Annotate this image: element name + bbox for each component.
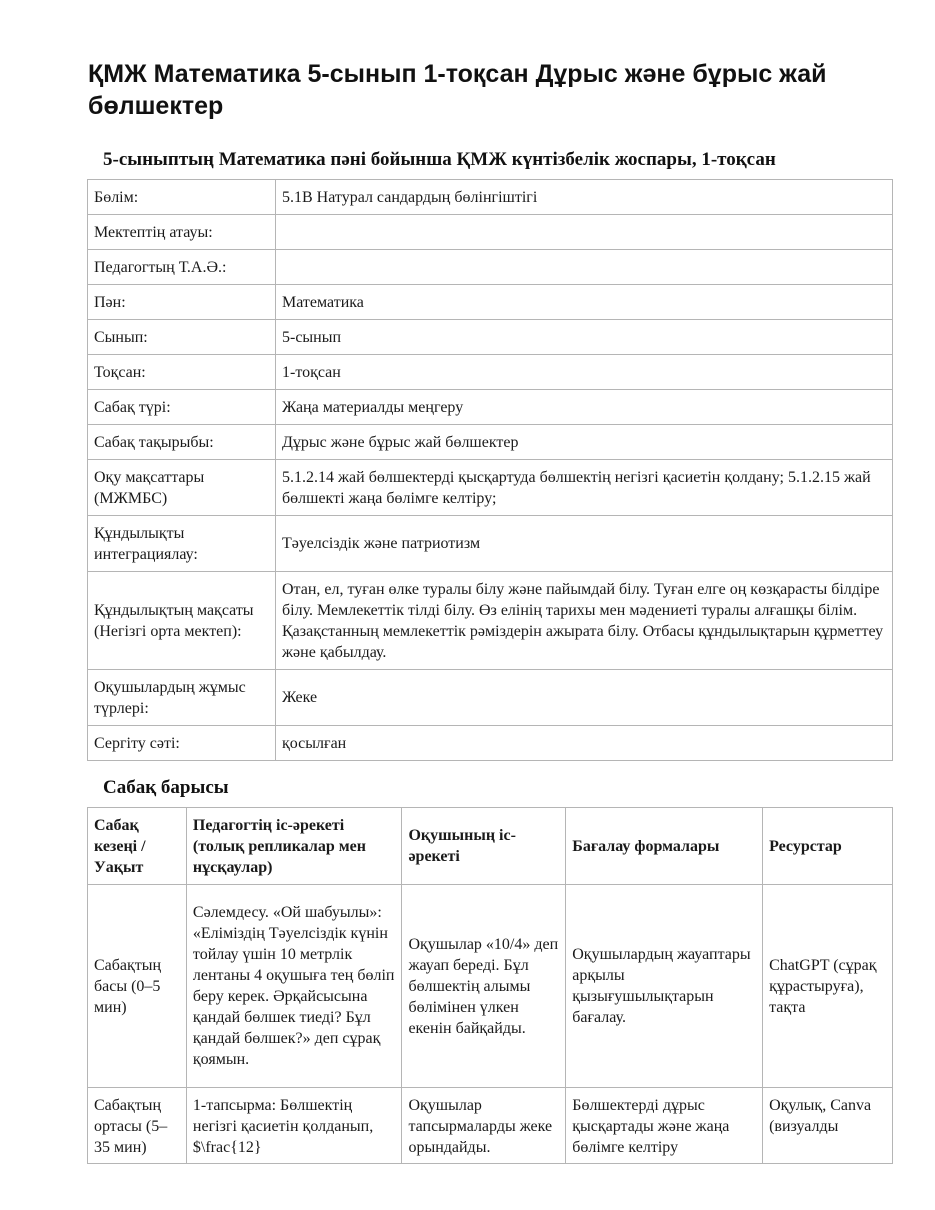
info-value [276, 250, 893, 285]
info-value: қосылған [276, 726, 893, 761]
lesson-table [87, 807, 893, 1164]
info-value: 1-тоқсан [276, 355, 893, 390]
info-value: 5.1В Натурал сандардың бөлінгіштігі [276, 180, 893, 215]
table-cell: Оқушылардың жауаптары арқылы қызығушылықтарын бағалау. [566, 885, 763, 1088]
table-cell: Оқушылар тапсырмаларды жеке орындайды. [402, 1088, 566, 1164]
info-value: 5.1.2.14 жай бөлшектерді қысқартуда бөлшектің негізгі қасиетін қолдану; 5.1.2.15 жай бөлшекті жаңа бөлімге келтіру; [276, 460, 893, 516]
info-value: Дұрыс және бұрыс жай бөлшектер [276, 425, 893, 460]
info-label: Пән: [88, 285, 276, 320]
table-cell: Оқушылар «10/4» деп жауап береді. Бұл бөлшектің алымы бөлімінен үлкен екенін байқайды. [402, 885, 566, 1088]
info-row [88, 460, 893, 516]
info-label: Сабақ түрі: [88, 390, 276, 425]
table-cell: Сәлемдесу. «Ой шабуылы»: «Еліміздің Тәуелсіздік күнін тойлау үшін 10 метрлік лентаны 4 оқушыға тең бөліп беру керек. Әрқайсысына қандай бөлшек тиеді? Бұл қандай бөлшек?» деп сұрақ қоямын. [186, 885, 402, 1088]
info-row [88, 250, 893, 285]
info-value: Тәуелсіздік және патриотизм [276, 516, 893, 572]
table-cell: Бөлшектерді дұрыс қысқартады және жаңа бөлімге келтіру [566, 1088, 763, 1164]
lesson-heading: Сабақ барысы [103, 777, 229, 798]
info-value: Жеке [276, 670, 893, 726]
info-row [88, 726, 893, 761]
info-value: Жаңа материалды меңгеру [276, 390, 893, 425]
info-label: Құндылықтың мақсаты (Негізгі орта мектеп): [88, 572, 276, 670]
column-header: Ресурстар [763, 808, 893, 885]
info-row [88, 355, 893, 390]
info-value [276, 215, 893, 250]
info-value: 5-сынып [276, 320, 893, 355]
info-row [88, 516, 893, 572]
info-label: Құндылықты интеграциялау: [88, 516, 276, 572]
table-cell: Сабақтың басы (0–5 мин) [88, 885, 187, 1088]
info-label: Бөлім: [88, 180, 276, 215]
table-cell: Оқулық, Canva (визуалды [763, 1088, 893, 1164]
info-row [88, 425, 893, 460]
table-cell: Сабақтың ортасы (5–35 мин) [88, 1088, 187, 1164]
info-label: Сергіту сәті: [88, 726, 276, 761]
info-row [88, 320, 893, 355]
info-row [88, 180, 893, 215]
info-label: Сынып: [88, 320, 276, 355]
info-label: Тоқсан: [88, 355, 276, 390]
info-label: Мектептің атауы: [88, 215, 276, 250]
info-row [88, 215, 893, 250]
table-row [88, 885, 893, 1088]
info-label: Оқу мақсаттары (МЖМБС) [88, 460, 276, 516]
column-header: Сабақ кезеңі / Уақыт [88, 808, 187, 885]
table-cell: ChatGPT (сұрақ құрастыруға), тақта [763, 885, 893, 1088]
info-row [88, 572, 893, 670]
column-header: Оқушының іс-әрекеті [402, 808, 566, 885]
info-value: Математика [276, 285, 893, 320]
info-value: Отан, ел, туған өлке туралы білу және пайымдай білу. Туған елге оң көзқарасты білдіре білу. Мемлекеттік тілді білу. Өз елінің тарихы мен мәдениеті туралы алғашқы білім. Қазақстанның мемлекеттік рәміздерін ажырата білу. Отбасы құндылықтарын құрметтеу және қабылдау. [276, 572, 893, 670]
plan-heading: 5-сыныптың Математика пәні бойынша ҚМЖ күнтізбелік жоспары, 1-тоқсан [103, 149, 776, 170]
table-cell: 1-тапсырма: Бөлшектің негізгі қасиетін қолданып, $\frac{12} [186, 1088, 402, 1164]
column-header: Педагогтің іс-әрекеті (толық репликалар мен нұсқаулар) [186, 808, 402, 885]
lesson-header-row [88, 808, 893, 885]
info-label: Сабақ тақырыбы: [88, 425, 276, 460]
info-row [88, 285, 893, 320]
info-label: Педагогтың Т.А.Ә.: [88, 250, 276, 285]
table-row [88, 1088, 893, 1164]
info-row [88, 670, 893, 726]
info-label: Оқушылардың жұмыс түрлері: [88, 670, 276, 726]
info-row [88, 390, 893, 425]
document-title: ҚМЖ Математика 5-сынып 1-тоқсан Дұрыс және бұрыс жай бөлшектер [88, 60, 827, 120]
column-header: Бағалау формалары [566, 808, 763, 885]
plan-info-table [87, 179, 893, 761]
